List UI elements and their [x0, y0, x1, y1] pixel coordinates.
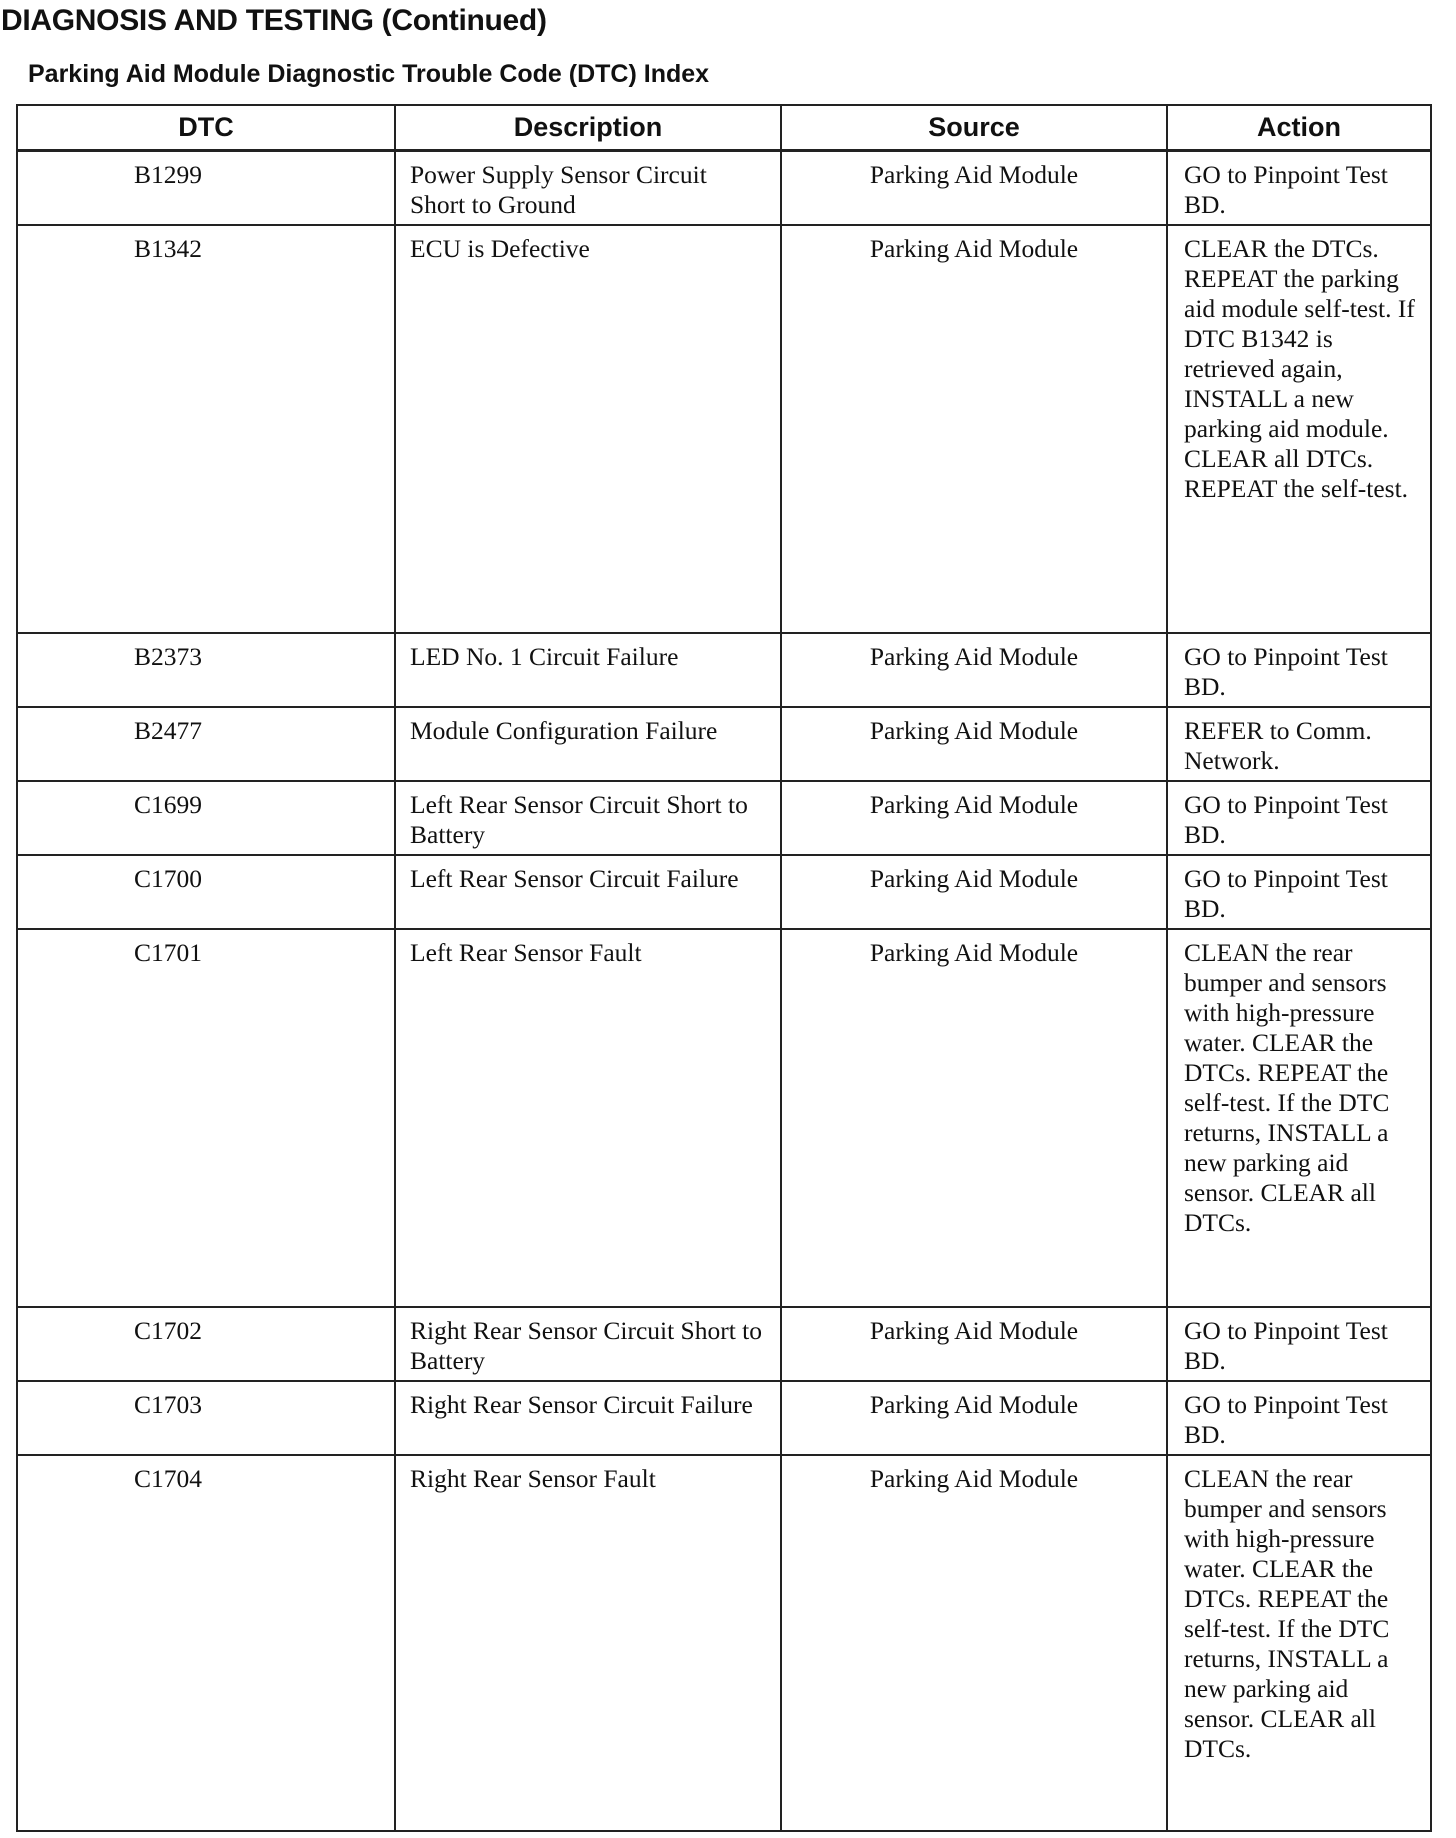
table-row [17, 781, 1431, 855]
description-cell: Right Rear Sensor Fault [395, 1455, 781, 1831]
action-cell: CLEAN the rear bumper and sensors with high-pressure water. CLEAR the DTCs. REPEAT the self-test. If the DTC returns, INSTALL a new parking aid sensor. CLEAR all DTCs. [1167, 1455, 1431, 1831]
description-cell: Module Configuration Failure [395, 707, 781, 781]
dtc-code: B2373 [133, 641, 202, 671]
dtc-code: C1703 [133, 1389, 202, 1419]
dtc-cell [17, 1455, 395, 1831]
table-title: Parking Aid Module Diagnostic Trouble Code (DTC) Index [28, 60, 710, 88]
description-cell: Left Rear Sensor Fault [395, 929, 781, 1307]
source-cell: Parking Aid Module [781, 1381, 1167, 1455]
source-cell: Parking Aid Module [781, 225, 1167, 633]
action-cell: GO to Pinpoint Test BD. [1167, 1307, 1431, 1381]
description-cell: LED No. 1 Circuit Failure [395, 633, 781, 707]
dtc-code: B1299 [133, 160, 202, 189]
table-row [17, 707, 1431, 781]
dtc-cell [17, 1381, 395, 1455]
action-cell: GO to Pinpoint Test BD. [1167, 855, 1431, 929]
source-cell: Parking Aid Module [781, 1307, 1167, 1381]
description-cell: Power Supply Sensor Circuit Short to Ground [395, 151, 781, 225]
page-heading: DIAGNOSIS AND TESTING (Continued) [1, 4, 547, 37]
dtc-cell [17, 151, 395, 225]
dtc-index-table [16, 104, 1432, 1832]
dtc-cell [17, 1307, 395, 1381]
table-body [17, 151, 1431, 1831]
dtc-code: C1699 [133, 789, 202, 819]
header-source: Source [781, 105, 1167, 151]
source-cell: Parking Aid Module [781, 707, 1167, 781]
dtc-cell [17, 781, 395, 855]
source-cell: Parking Aid Module [781, 781, 1167, 855]
table-row [17, 151, 1431, 225]
action-cell: REFER to Comm. Network. [1167, 707, 1431, 781]
table-row [17, 633, 1431, 707]
action-cell: GO to Pinpoint Test BD. [1167, 1381, 1431, 1455]
description-cell: Left Rear Sensor Circuit Short to Battery [395, 781, 781, 855]
header-action: Action [1167, 105, 1431, 151]
header-row [17, 105, 1431, 151]
table-row [17, 1307, 1431, 1381]
action-cell: GO to Pinpoint Test BD. [1167, 151, 1431, 225]
dtc-code: C1700 [133, 863, 202, 893]
table-row [17, 1455, 1431, 1831]
dtc-cell [17, 225, 395, 633]
description-cell: Right Rear Sensor Circuit Failure [395, 1381, 781, 1455]
action-cell: CLEAN the rear bumper and sensors with high-pressure water. CLEAR the DTCs. REPEAT the self-test. If the DTC returns, INSTALL a new parking aid sensor. CLEAR all DTCs. [1167, 929, 1431, 1307]
header-description: Description [395, 105, 781, 151]
action-cell: CLEAR the DTCs. REPEAT the parking aid module self-test. If DTC B1342 is retrieved again, INSTALL a new parking aid module. CLEAR all DTCs. REPEAT the self-test. [1167, 225, 1431, 633]
dtc-code: C1701 [133, 937, 202, 967]
dtc-code: C1704 [133, 1463, 202, 1493]
table-row [17, 929, 1431, 1307]
action-cell: GO to Pinpoint Test BD. [1167, 781, 1431, 855]
header-dtc: DTC [17, 105, 395, 151]
source-cell: Parking Aid Module [781, 633, 1167, 707]
description-cell: ECU is Defective [395, 225, 781, 633]
table-header [17, 105, 1431, 151]
source-cell: Parking Aid Module [781, 1455, 1167, 1831]
dtc-cell [17, 707, 395, 781]
source-cell: Parking Aid Module [781, 151, 1167, 225]
dtc-code: C1702 [133, 1315, 202, 1345]
table-row [17, 1381, 1431, 1455]
table-row [17, 855, 1431, 929]
description-cell: Left Rear Sensor Circuit Failure [395, 855, 781, 929]
table-row [17, 225, 1431, 633]
dtc-cell [17, 633, 395, 707]
dtc-cell [17, 929, 395, 1307]
action-cell: GO to Pinpoint Test BD. [1167, 633, 1431, 707]
dtc-code: B1342 [133, 233, 202, 263]
dtc-cell [17, 855, 395, 929]
description-cell: Right Rear Sensor Circuit Short to Battery [395, 1307, 781, 1381]
source-cell: Parking Aid Module [781, 929, 1167, 1307]
source-cell: Parking Aid Module [781, 855, 1167, 929]
dtc-code: B2477 [133, 715, 202, 745]
